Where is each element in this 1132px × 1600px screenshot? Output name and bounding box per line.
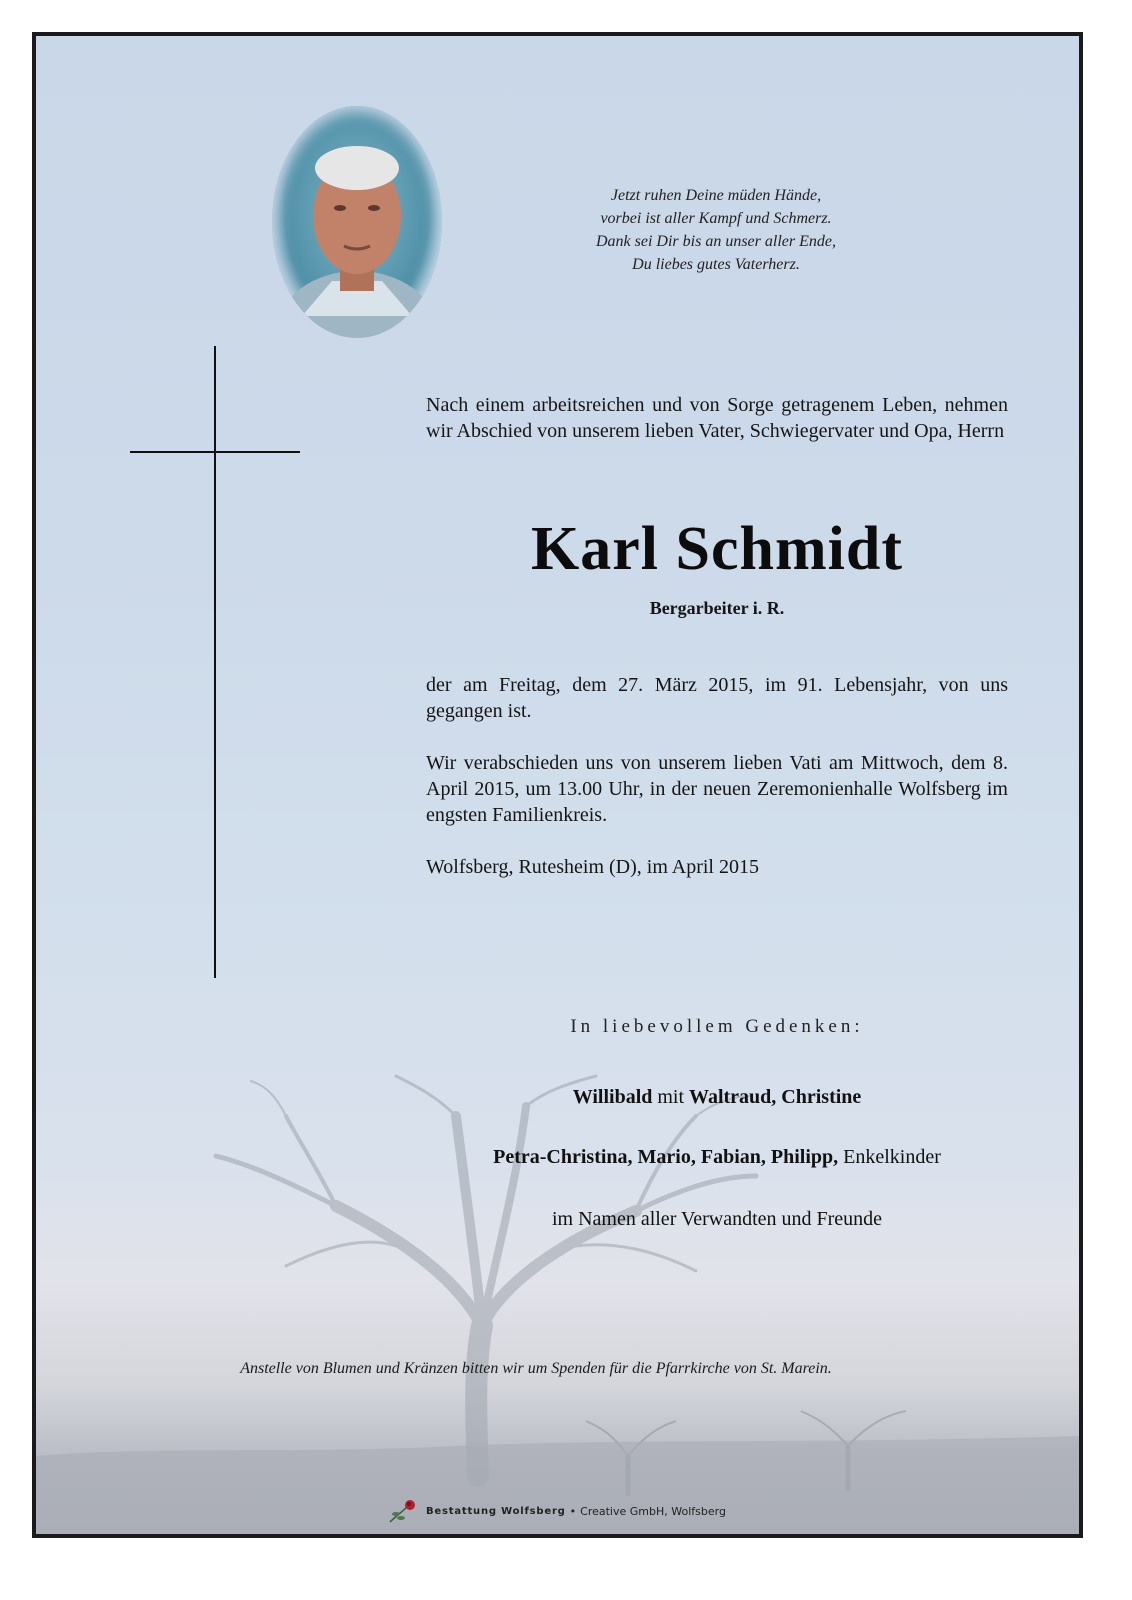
verse-line: Du liebes gutes Vaterherz.: [632, 256, 800, 273]
footer-credit: [386, 1498, 726, 1524]
footer-credit-text: Creative GmbH, Wolfsberg: [580, 1504, 726, 1518]
cross-icon: [130, 346, 300, 978]
family-name: Waltraud, Christine: [689, 1086, 862, 1108]
footer-brand: Bestattung Wolfsberg: [426, 1505, 566, 1517]
intro-text: Nach einem arbeitsreichen und von Sorge getragenem Leben, nehmen wir Abschied von unserem lieben Vater, Schwiegervater und Opa, Herrn: [426, 394, 1008, 442]
memory-heading: In liebevollem Gedenken:: [570, 1016, 864, 1037]
family-name: Petra-Christina, Mario, Fabian, Philipp,: [493, 1146, 839, 1168]
place-date: Wolfsberg, Rutesheim (D), im April 2015: [426, 856, 759, 878]
service-notice: Wir verabschieden uns von unserem lieben Vati am Mittwoch, dem 8. April 2015, um 13.00 Uhr, in der neuen Zeremonienhalle Wolfsberg im engsten Familienkreis.: [426, 752, 1008, 826]
verse-line: vorbei ist aller Kampf und Schmerz.: [600, 210, 832, 227]
family-joiner: mit: [657, 1086, 685, 1108]
donation-note: Anstelle von Blumen und Kränzen bitten wir um Spenden für die Pfarrkirche von St. Marein.: [240, 1360, 832, 1377]
deceased-portrait-photo: [272, 106, 442, 338]
family-line-grandchildren: [426, 1144, 1008, 1170]
family-role: Enkelkinder: [843, 1146, 941, 1168]
memorial-verse: [516, 184, 916, 276]
verse-line: Jetzt ruhen Deine müden Hände,: [610, 187, 822, 204]
family-line-relatives: im Namen aller Verwandten und Freunde: [551, 1208, 883, 1230]
rose-icon: [386, 1498, 422, 1524]
family-name: Willibald: [572, 1086, 653, 1108]
deceased-name: Karl Schmidt: [531, 515, 903, 583]
death-notice: der am Freitag, dem 27. März 2015, im 91. Lebensjahr, von uns gegangen ist.: [426, 674, 1008, 722]
family-line-children: [426, 1084, 1008, 1110]
footer-separator: •: [569, 1504, 577, 1518]
obituary-card: [32, 32, 1083, 1538]
deceased-occupation: Bergarbeiter i. R.: [649, 598, 785, 618]
verse-line: Dank sei Dir bis an unser aller Ende,: [596, 233, 836, 250]
